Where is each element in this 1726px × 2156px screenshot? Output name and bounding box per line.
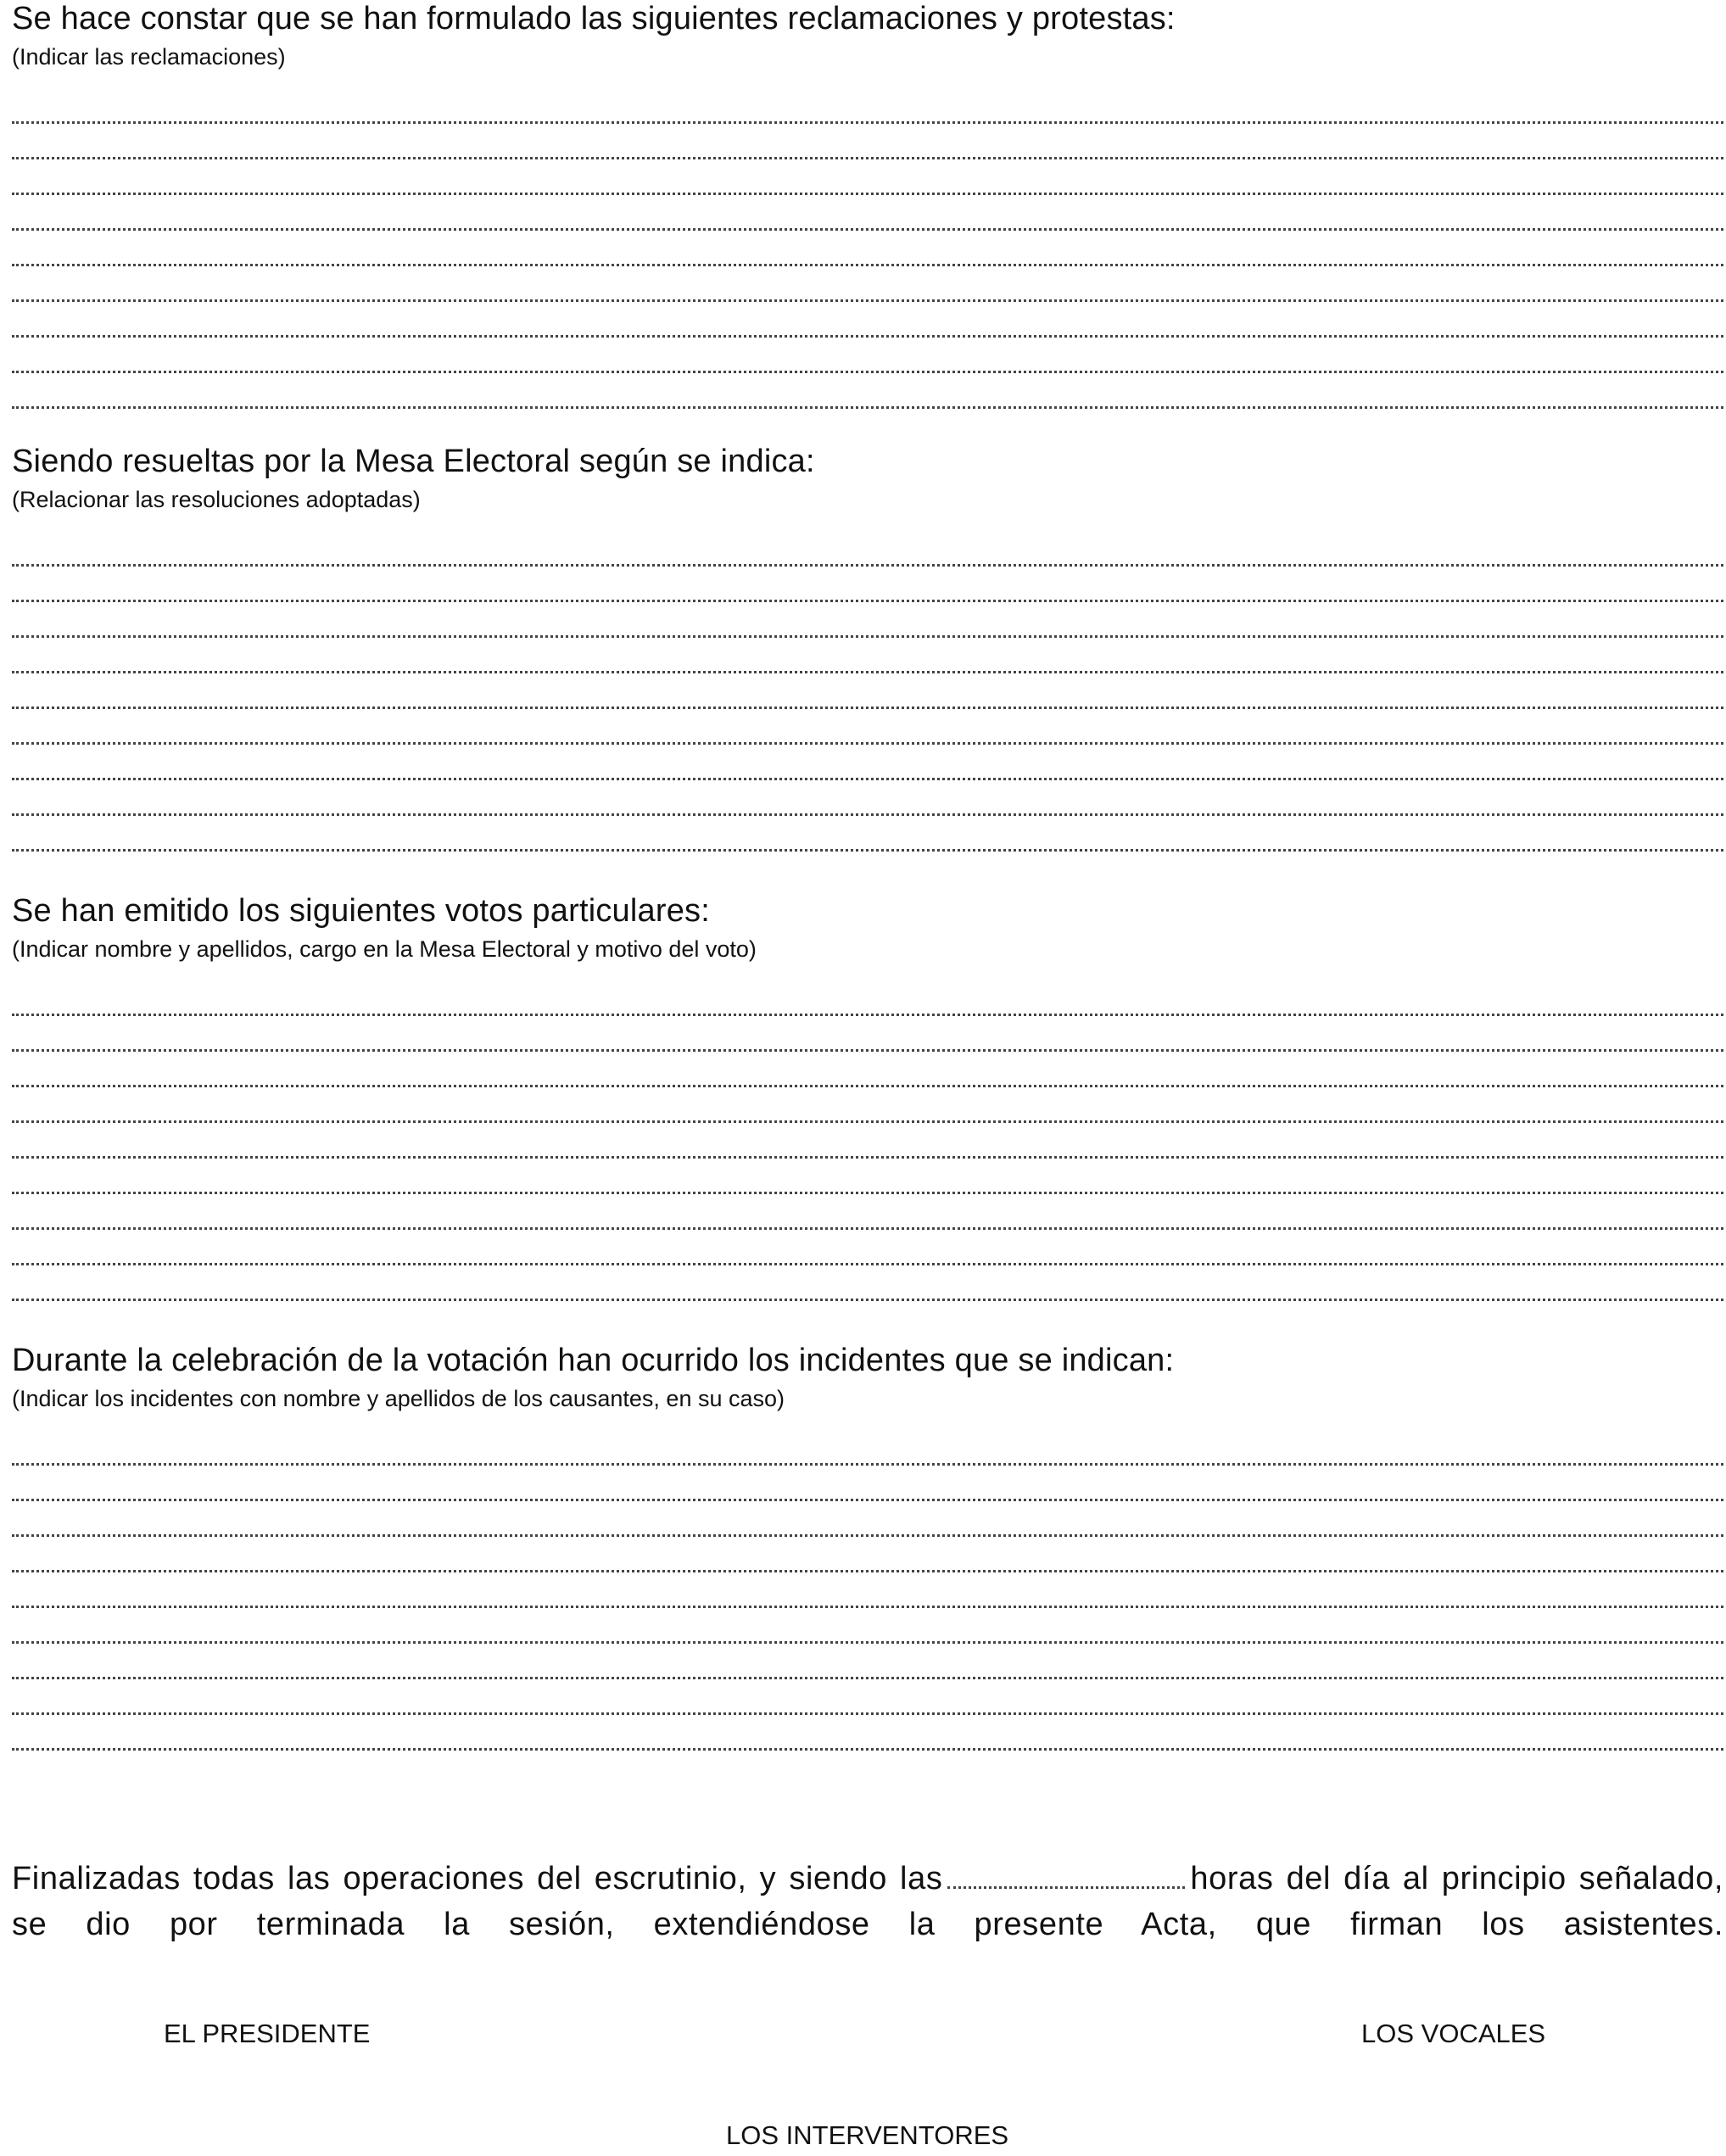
section-subtitle: (Indicar nombre y apellidos, cargo en la Mesa Electoral y motivo del voto) xyxy=(12,936,757,962)
write-line[interactable] xyxy=(12,1123,1723,1159)
section-incidentes xyxy=(12,1342,1723,1751)
signature-president-label: EL PRESIDENTE xyxy=(164,2019,371,2048)
closing-text-part1: Finalizadas todas las operaciones del escrutinio, y siendo las xyxy=(12,1861,943,1896)
section-subtitle: (Indicar los incidentes con nombre y apellidos de los causantes, en su caso) xyxy=(12,1386,785,1411)
write-line[interactable] xyxy=(12,1052,1723,1087)
hours-blank-field[interactable] xyxy=(947,1861,1185,1889)
dotted-lines xyxy=(12,1430,1723,1751)
write-line[interactable] xyxy=(12,1572,1723,1608)
write-line[interactable] xyxy=(12,980,1723,1016)
write-line[interactable] xyxy=(12,88,1723,124)
write-line[interactable] xyxy=(12,231,1723,266)
dotted-lines xyxy=(12,88,1723,409)
write-line[interactable] xyxy=(12,124,1723,159)
section-title: Se hace constar que se han formulado las siguientes reclamaciones y protestas: xyxy=(12,1,1176,36)
write-line[interactable] xyxy=(12,1715,1723,1751)
section-subtitle: (Indicar las reclamaciones) xyxy=(12,44,286,70)
section-resoluciones xyxy=(12,443,1723,852)
write-line[interactable] xyxy=(12,159,1723,195)
write-line[interactable] xyxy=(12,816,1723,852)
write-line[interactable] xyxy=(12,1016,1723,1052)
write-line[interactable] xyxy=(12,780,1723,816)
write-line[interactable] xyxy=(12,1644,1723,1679)
section-title: Se han emitido los siguientes votos particulares: xyxy=(12,893,711,929)
write-line[interactable] xyxy=(12,602,1723,638)
write-line[interactable] xyxy=(12,567,1723,602)
closing-paragraph xyxy=(12,1856,1723,1947)
write-line[interactable] xyxy=(12,195,1723,231)
write-line[interactable] xyxy=(12,1230,1723,1265)
section-subtitle: (Relacionar las resoluciones adoptadas) xyxy=(12,487,421,512)
write-line[interactable] xyxy=(12,302,1723,338)
write-line[interactable] xyxy=(12,266,1723,302)
write-line[interactable] xyxy=(12,1608,1723,1644)
write-line[interactable] xyxy=(12,531,1723,567)
dotted-lines xyxy=(12,531,1723,852)
write-line[interactable] xyxy=(12,1679,1723,1715)
closing-text-part2: horas del día al principio señalado, se dio por terminada la sesión, extendiéndose la presente Acta, que firman los asistentes. xyxy=(12,1861,1724,1942)
write-line[interactable] xyxy=(12,1430,1723,1466)
write-line[interactable] xyxy=(12,338,1723,373)
write-line[interactable] xyxy=(12,1194,1723,1230)
write-line[interactable] xyxy=(12,1159,1723,1194)
dotted-lines xyxy=(12,980,1723,1301)
write-line[interactable] xyxy=(12,1466,1723,1501)
write-line[interactable] xyxy=(12,1265,1723,1301)
write-line[interactable] xyxy=(12,373,1723,409)
write-line[interactable] xyxy=(12,1087,1723,1123)
write-line[interactable] xyxy=(12,1501,1723,1537)
signature-interventores-label: LOS INTERVENTORES xyxy=(726,2120,1009,2150)
write-line[interactable] xyxy=(12,1537,1723,1572)
write-line[interactable] xyxy=(12,638,1723,673)
write-line[interactable] xyxy=(12,709,1723,745)
section-title: Durante la celebración de la votación han ocurrido los incidentes que se indican: xyxy=(12,1343,1175,1378)
write-line[interactable] xyxy=(12,745,1723,780)
section-title: Siendo resueltas por la Mesa Electoral según se indica: xyxy=(12,444,815,479)
section-reclamaciones xyxy=(12,0,1723,409)
signature-vocales-label: LOS VOCALES xyxy=(1361,2019,1546,2048)
section-votos-particulares xyxy=(12,892,1723,1301)
write-line[interactable] xyxy=(12,673,1723,709)
